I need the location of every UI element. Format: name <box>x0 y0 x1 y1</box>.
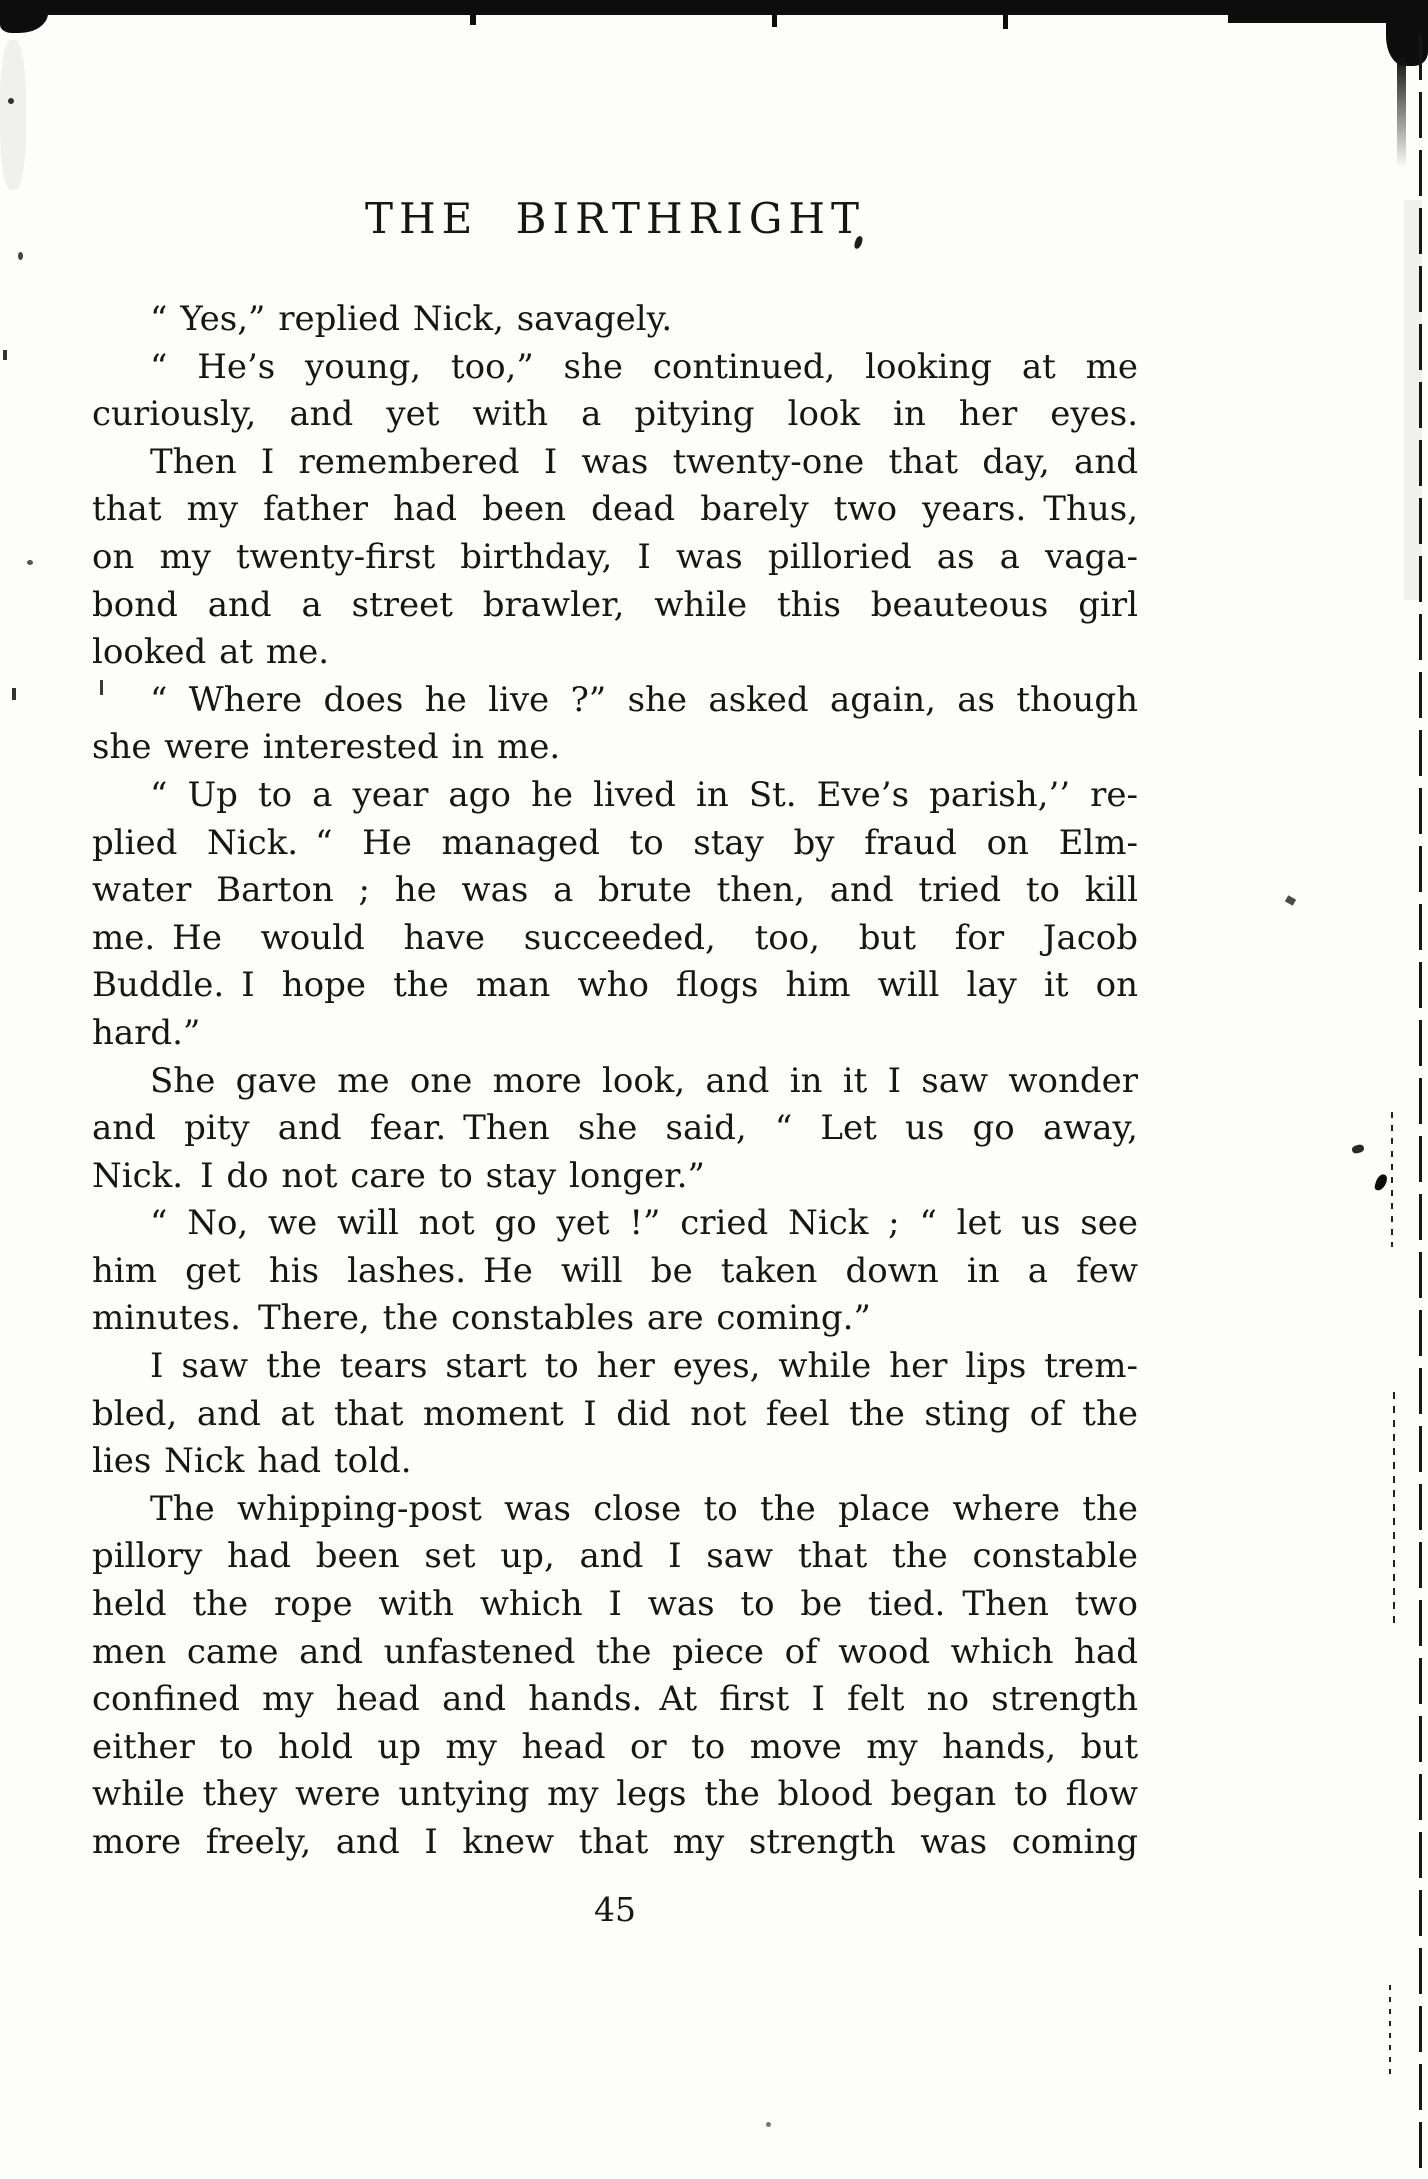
scan-artifact-speck <box>1374 1173 1389 1192</box>
text-line: “ Up to a year ago he lived in St. Eve’s parish,’’ re- <box>150 774 1138 815</box>
text-line: that my father had been dead barely two years. Thus, <box>92 489 1138 530</box>
scan-artifact-speck <box>1285 895 1296 906</box>
text-line: “ Yes,” replied Nick, savagely. <box>150 299 673 339</box>
text-line: water Barton ; he was a brute then, and tried to kill <box>92 870 1138 911</box>
scan-artifact-speck <box>766 2122 771 2127</box>
text-line: Nick. I do not care to stay longer.” <box>92 1155 705 1196</box>
text-line: She gave me one more look, and in it I saw wonder <box>150 1060 1138 1101</box>
scan-artifact-tick <box>1003 12 1008 29</box>
scan-artifact-speck <box>3 350 7 360</box>
text-line: on my twenty-first birthday, I was pilloried as a vaga- <box>92 536 1138 577</box>
text-line: minutes. There, the constables are coming.” <box>92 1298 871 1339</box>
text-line: more freely, and I knew that my strength was coming <box>92 1822 1138 1862</box>
text-line: bond and a street brawler, while this beauteous girl <box>92 584 1138 625</box>
text-line: held the rope with which I was to be tied. Then two <box>92 1584 1138 1625</box>
text-line: lies Nick had told. <box>92 1441 412 1482</box>
page-number: 45 <box>594 1890 636 1929</box>
text-line: she were interested in me. <box>92 727 561 768</box>
text-line: “ No, we will not go yet !” cried Nick ; “ let us see <box>150 1203 1138 1244</box>
scan-artifact-tick <box>772 13 777 27</box>
scan-artifact-smudge <box>1404 200 1422 600</box>
scan-artifact-speck <box>12 688 16 700</box>
text-line: bled, and at that moment I did not feel the sting of the <box>92 1393 1138 1434</box>
text-line: plied Nick. “ He managed to stay by fraud on Elm- <box>92 822 1138 863</box>
body-text <box>92 296 1138 1867</box>
text-line: confined my head and hands. At first I felt no strength <box>92 1679 1138 1720</box>
text-line: The whipping-post was close to the place where the <box>150 1488 1138 1529</box>
scan-artifact-dotted-line <box>1391 1112 1393 1247</box>
scan-artifact-smudge <box>0 40 26 190</box>
text-line: Then I remembered I was twenty-one that day, and <box>150 441 1138 482</box>
text-line: him get his lashes. He will be taken down in a few <box>92 1250 1138 1291</box>
scan-artifact-top-edge <box>0 0 1428 15</box>
scan-artifact-top-left-corner <box>0 0 48 33</box>
text-line: and pity and fear. Then she said, “ Let us go away, <box>92 1108 1138 1149</box>
scan-artifact-dotted-line <box>1389 1985 1391 2075</box>
text-line: I saw the tears start to her eyes, while her lips trem- <box>150 1346 1138 1387</box>
text-line: “ He’s young, too,” she continued, looking at me <box>150 346 1138 387</box>
text-line: men came and unfastened the piece of wood which had <box>92 1631 1138 1672</box>
text-line: while they were untying my legs the blood began to flow <box>92 1774 1138 1815</box>
text-line: curiously, and yet with a pitying look in her eyes. <box>92 394 1138 435</box>
running-head-title: THE BIRTHRIGHT <box>364 194 866 243</box>
text-line: “ Where does he live ?” she asked again, as though <box>150 679 1138 720</box>
scan-artifact-tick <box>470 12 476 25</box>
scan-artifact-speck <box>1351 1144 1365 1155</box>
text-line: looked at me. <box>92 632 330 673</box>
text-line: either to hold up my head or to move my hands, but <box>92 1726 1138 1767</box>
scan-artifact-speck <box>27 560 33 565</box>
text-line: pillory had been set up, and I saw that the constable <box>92 1536 1138 1577</box>
text-line: me. He would have succeeded, too, but for Jacob <box>92 917 1138 958</box>
scan-artifact-dotted-line <box>1393 1392 1395 1627</box>
scan-artifact-streak <box>1397 58 1406 168</box>
text-line: Buddle. I hope the man who flogs him will lay it on <box>92 965 1138 1006</box>
scan-artifact-speck <box>18 252 23 260</box>
text-line: hard.” <box>92 1012 201 1053</box>
